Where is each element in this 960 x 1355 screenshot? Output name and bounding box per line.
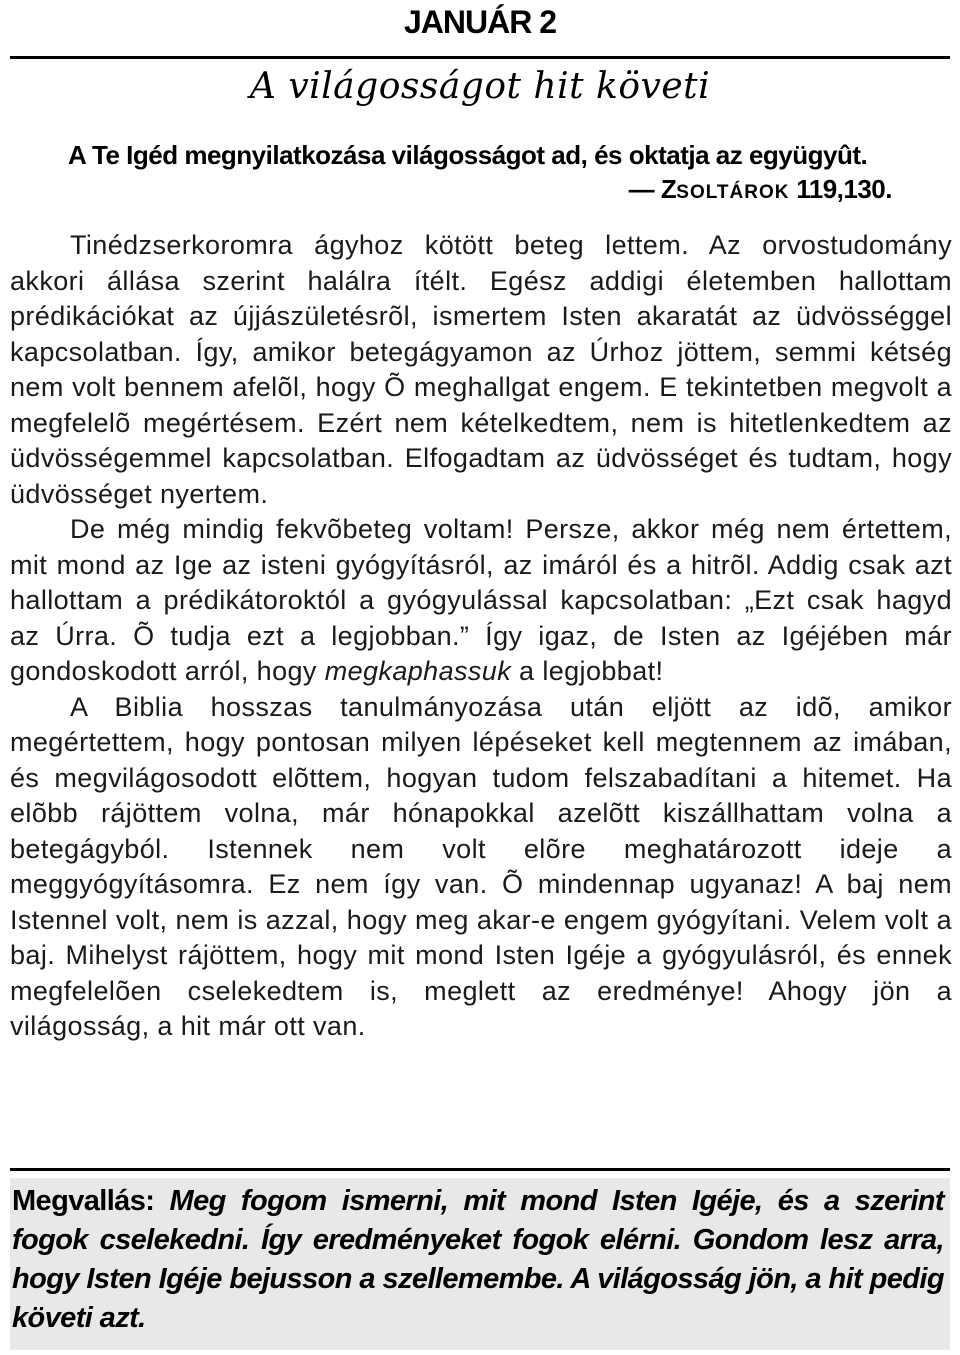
verse-ref-dash: — <box>628 174 655 204</box>
verse-ref-book: SOLTÁROK <box>676 182 790 203</box>
body-p2-text: De még mindig fekvõbeteg voltam! Persze, akkor még nem értettem, mit mond az Ige az isteni gyógyításról, az imáról és a hitrõl. Addig csak azt hallottam a prédikátoroktól a gyógyulással kapcsolatban: „Ezt csak hagyd az Úrra. Õ tudja ezt a legjobban.” Így igaz, de Isten az Igéjében már gondoskodott arról, hogy <box>10 514 952 686</box>
body-p2-end: a legjobbat! <box>511 656 664 686</box>
verse-ref-number: 119,130. <box>796 174 892 204</box>
body-paragraph-1: Tinédzserkoromra ágyhoz kötött beteg lettem. Az orvostudomány akkori állása szerint halálra ítélt. Egész addigi életemben hallottam prédikációkat az újjászületésrõl, ismertem Isten akaratát az üdvösséggel kapcsolatban. Így, amikor betegágyamon az Úrhoz jöttem, semmi kétség nem volt bennem afelõl, hogy Õ meghallgat engem. E tekintetben megvolt a megfelelõ megértésem. Ezért nem kételkedtem, nem is hitetlenkedtem az üdvösségemmel kapcsolatban. Elfogadtam az üdvösséget és tudtam, hogy üdvösséget nyertem. <box>10 230 952 509</box>
verse-text: A Te Igéd megnyilatkozása világosságot ad, és oktatja az együgyût. <box>68 140 868 170</box>
body-paragraph-3: A Biblia hosszas tanulmányozása után eljött az idõ, amikor megértettem, hogy pontosan milyen lépéseket kell megtennem az imában, és megvilágosodott elõttem, hogyan tudom felszabadítani a hitemet. Ha elõbb rájöttem volna, már hónapokkal azelõtt kiszállhattam volna a betegágyból. Istennek nem volt elõre meghatározott ideje a meggyógyításomra. Ez nem így van. Õ mindennap ugyanaz! A baj nem Istennel volt, nem is azzal, hogy meg akar-e engem gyógyítani. Velem volt a baj. Mihelyst rájöttem, hogy mit mond Isten Igéje a gyógyulásról, és ennek megfelelõen cselekedtem is, meglett az eredménye! Ahogy jön a világosság, a hit már ott van. <box>10 691 952 1041</box>
page-date-heading: JANUÁR 2 <box>403 4 557 40</box>
body-paragraph-2 <box>10 512 952 690</box>
devotional-body <box>10 228 952 1045</box>
confession-text: Meg fogom ismerni, mit mond Isten Igéje, és a szerint fogok cselekedni. Így eredményeket fogok elérni. Gondom lesz arra, hogy Isten Igéje bejusson a szellemembe. A világosság jön, a hit pedig követi azt. <box>12 1185 944 1334</box>
top-divider <box>10 56 950 59</box>
verse-ref-initial: Z <box>660 174 677 204</box>
scripture-verse <box>68 138 892 204</box>
body-p2-emphasis: megkaphassuk <box>324 656 512 686</box>
verse-reference <box>629 172 892 210</box>
confession-label: Megvallás: <box>12 1185 155 1217</box>
bottom-divider <box>10 1168 950 1171</box>
page-title: A világosságot hit követi <box>249 66 711 107</box>
confession <box>12 1182 944 1338</box>
verse-reference-row <box>629 172 892 210</box>
